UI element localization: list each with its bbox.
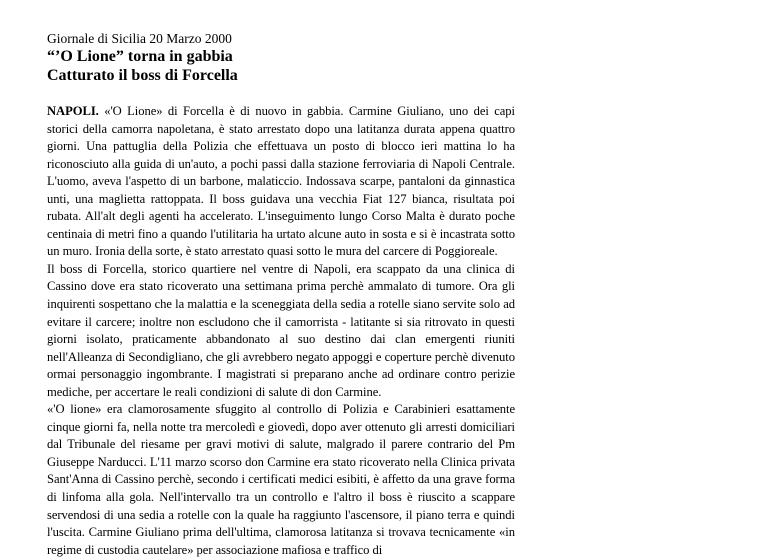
article-body	[47, 103, 515, 559]
newspaper-source-line: Giornale di Sicilia 20 Marzo 2000	[47, 31, 232, 46]
dateline: NAPOLI.	[47, 104, 99, 118]
paragraph-1-text: «'O Lione» di Forcella è di nuovo in gabbia. Carmine Giuliano, uno dei capi storici della camorra napoletana, è stato arrestato dopo una latitanza durata appena quattro giorni. Una pattuglia della Polizia che effettuava un posto di blocco ieri mattina lo ha riconosciuto alla guida di un'auto, a pochi passi dalla stazione ferroviaria di Napoli Centrale. L'uomo, aveva l'aspetto di un barbone, malaticcio. Indossava scarpe, pantaloni da ginnastica unti, una maglietta rattoppata. Il boss guidava una vecchia Fiat 127 bianca, risultata poi rubata. All'alt degli agenti ha accelerato. L'inseguimento lungo Corso Malta è durato poche centinaia di metri fino a quando l'utilitaria ha urtato alcune auto in sosta e si è incastrata sotto un muro. Ironia della sorte, è stato arrestato quasi sotto le mura del carcere di Poggioreale.	[47, 104, 515, 259]
article-paragraph-1	[47, 103, 515, 261]
article-paragraph-2: Il boss di Forcella, storico quartiere nel ventre di Napoli, era scappato da una clinica di Cassino dove era stato ricoverato una settimana prima perchè ammalato di tumore. Ora gli inquirenti sospettano che la malattia e la sceneggiata della sedia a rotelle siano servite solo ad evitare il carcere; inoltre non escludono che il camorrista - latitante si sia ritrovato in questi giorni isolato, praticamente abbandonato al suo destino dai clan emergenti riuniti nell'Alleanza di Secondigliano, che gli avrebbero negato appoggi e coperture perchè divenuto ormai personaggio ingombrante. I magistrati si preparano anche ad ordinare contro perizie mediche, per accertare le reali condizioni di salute di don Carmine.	[47, 261, 515, 399]
headline-title: “’O Lione” torna in gabbia	[47, 48, 233, 65]
spacer	[47, 85, 515, 103]
article	[47, 31, 515, 559]
headline-subtitle: Catturato il boss di Forcella	[47, 67, 238, 84]
article-paragraph-3: «'O lione» era clamorosamente sfuggito al controllo di Polizia e Carabinieri esattamente cinque giorni fa, nella notte tra mercoledì e giovedì, dopo aver ottenuto gli arresti domiciliari dal Tribunale del riesame per gravi motivi di salute, malgrado il parere contrario del Pm Giuseppe Narducci. L'11 marzo scorso don Carmine era stato ricoverato nella Clinica privata Sant'Anna di Cassino perchè, secondo i certificati medici esibiti, è affetto da una grave forma di linfoma alla gola. Nell'intervallo tra un controllo e l'altro il boss è riuscito a scappare servendosi di una sedia a rotelle con la quale ha raggiunto l'ascensore, il piano terra e quindi l'uscita. Carmine Giuliano prima dell'ultima, clamorosa latitanza si trovava tecnicamente «in regime di custodia cautelare» per associazione mafiosa e traffico di	[47, 402, 515, 557]
